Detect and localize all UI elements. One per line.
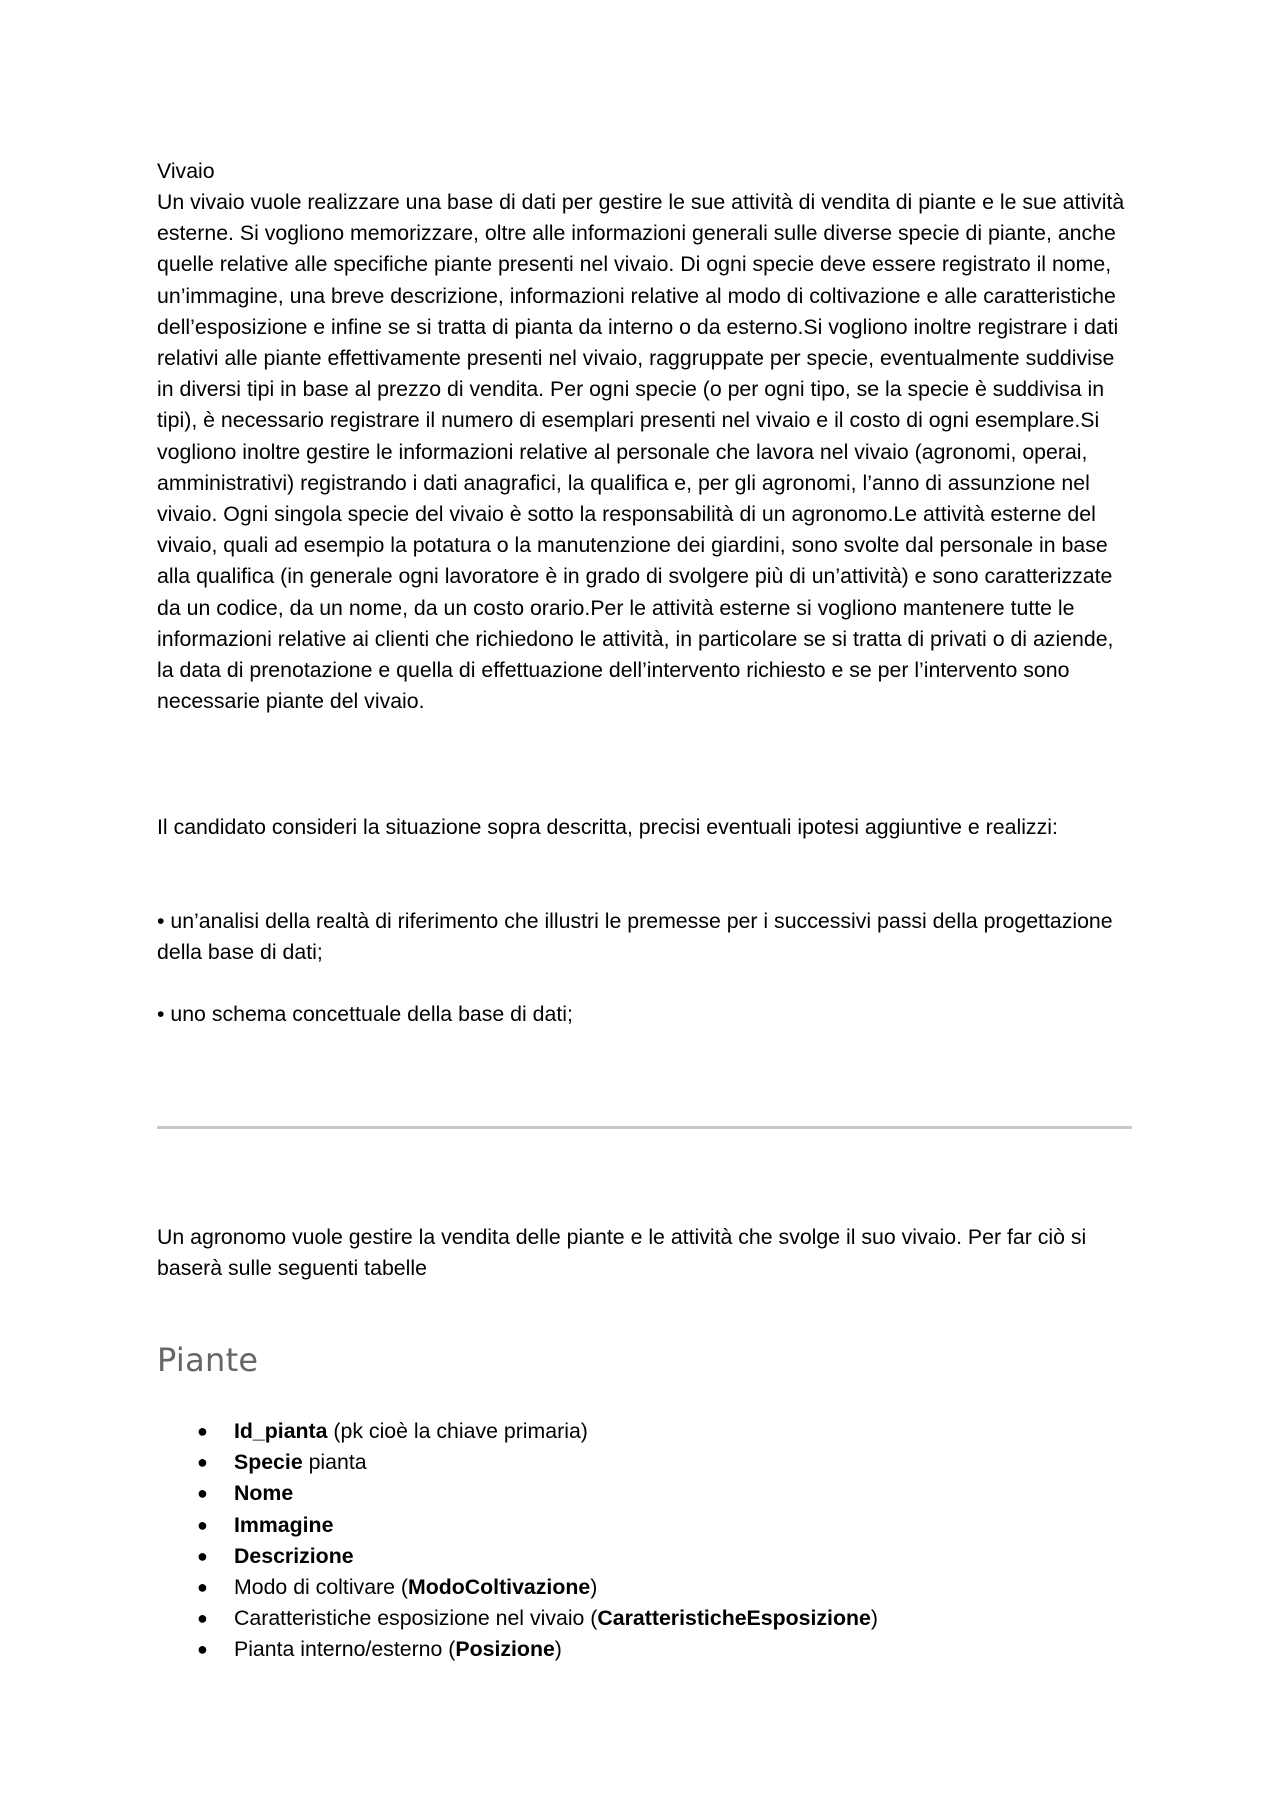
field-prefix: Pianta interno/esterno ( bbox=[234, 1637, 456, 1662]
field-prefix: Caratteristiche esposizione nel vivaio ( bbox=[234, 1606, 598, 1631]
field-suffix: ) bbox=[870, 1606, 878, 1631]
field-suffix: ) bbox=[554, 1637, 562, 1662]
field-name: ModoColtivazione bbox=[408, 1575, 591, 1600]
list-item bbox=[157, 1603, 878, 1634]
piante-field-list bbox=[157, 1416, 878, 1666]
intro-paragraph: Un vivaio vuole realizzare una base di dati per gestire le sue attività di vendita di piante e le sue attività esterne. Si vogliono memorizzare, oltre alle informazioni generali sulle diverse specie di piante, anche quelle relative alle specifiche piante presenti nel vivaio. Di ogni specie deve essere registrato il nome, un’immagine, una breve descrizione, informazioni relative al modo di coltivazione e alle caratteristiche dell’esposizione e infine se si tratta di pianta da interno o da esterno.Si vogliono inoltre registrare i dati relativi alle piante effettivamente presenti nel vivaio, raggruppate per specie, eventualmente suddivise in diversi tipi in base al prezzo di vendita. Per ogni specie (o per ogni tipo, se la specie è suddivisa in tipi), è necessario registrare il numero di esemplari presenti nel vivaio e il costo di ogni esemplare.Si vogliono inoltre gestire le informazioni relative al personale che lavora nel vivaio (agronomi, operai, amministrativi) registrando i dati anagrafici, la qualifica e, per gli agronomi, l’anno di assunzione nel vivaio. Ogni singola specie del vivaio è sotto la responsabilità di un agronomo.Le attività esterne del vivaio, quali ad esempio la potatura o la manutenzione dei giardini, sono svolte dal personale in base alla qualifica (in generale ogni lavoratore è in grado di svolgere più di un’attività) e sono caratterizzate da un codice, da un nome, da un costo orario.Per le attività esterne si vogliono mantenere tutte le informazioni relative ai clienti che richiedono le attività, in particolare se si tratta di privati o di aziende, la data di prenotazione e quella di effettuazione dell’intervento richiesto e se per l’intervento sono necessarie piante del vivaio. bbox=[157, 190, 1125, 714]
list-item bbox=[157, 1541, 878, 1572]
bullet-icon: ● bbox=[197, 1514, 208, 1535]
agronomo-paragraph: Un agronomo vuole gestire la vendita delle piante e le attività che svolge il suo vivaio. Per far ciò si baserà sulle seguenti tabelle bbox=[157, 1225, 1087, 1281]
field-suffix: (pk cioè la chiave primaria) bbox=[327, 1419, 588, 1443]
list-item bbox=[157, 1416, 878, 1447]
bullet-icon: ● bbox=[197, 1421, 208, 1441]
field-name: CaratteristicheEsposizione bbox=[597, 1606, 871, 1631]
list-item bbox=[157, 1634, 878, 1665]
field-suffix: ) bbox=[590, 1575, 598, 1600]
bullet-icon: ● bbox=[197, 1483, 208, 1504]
candidate-paragraph: Il candidato consideri la situazione sopra descritta, precisi eventuali ipotesi aggiuntive e realizzi: bbox=[157, 815, 1058, 839]
bullet-icon: ● bbox=[197, 1577, 208, 1598]
field-prefix: Modo di coltivare ( bbox=[234, 1575, 408, 1600]
list-item bbox=[157, 1572, 878, 1603]
field-name: Nome bbox=[234, 1481, 294, 1506]
bullet-icon: ● bbox=[197, 1639, 208, 1660]
section-heading-piante: Piante bbox=[157, 1341, 259, 1379]
requirement-bullet-schema: • uno schema concettuale della base di dati; bbox=[157, 1002, 573, 1026]
field-name: Immagine bbox=[234, 1512, 334, 1537]
list-item bbox=[157, 1478, 878, 1509]
field-name: Descrizione bbox=[234, 1543, 354, 1568]
horizontal-divider bbox=[157, 1126, 1132, 1129]
field-name: Id_pianta bbox=[234, 1419, 328, 1443]
field-name: Specie bbox=[234, 1450, 303, 1475]
bullet-icon: ● bbox=[197, 1545, 208, 1566]
bullet-icon: ● bbox=[197, 1452, 208, 1473]
field-suffix: pianta bbox=[302, 1450, 367, 1475]
requirement-bullet-analysis: • un’analisi della realtà di riferimento che illustri le premesse per i successivi passi della progettazione della base di dati; bbox=[157, 909, 1113, 965]
list-item bbox=[157, 1447, 878, 1478]
document-title: Vivaio bbox=[157, 159, 215, 183]
bullet-icon: ● bbox=[197, 1608, 208, 1629]
list-item bbox=[157, 1510, 878, 1541]
field-name: Posizione bbox=[455, 1637, 555, 1662]
